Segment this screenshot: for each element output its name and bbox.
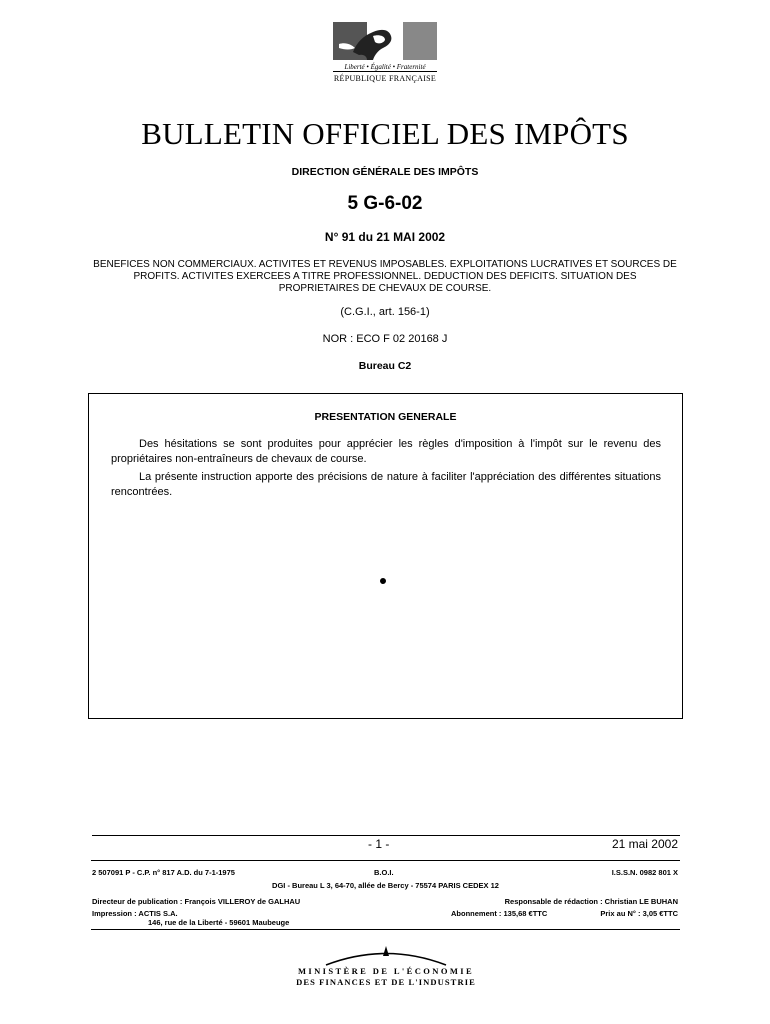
republique-francaise-logo <box>330 20 440 82</box>
colophon-director: Directeur de publication : François VILLEROY de GALHAU <box>92 897 301 906</box>
subject-text: BENEFICES NON COMMERCIAUX. ACTIVITES ET REVENUS IMPOSABLES. EXPLOITATIONS LUCRATIVES ET SOURCES DE PROFITS. ACTIVITES EXERCEES A TITRE PROFESSIONNEL. DEDUCTION DES DEFICITS. SITUATION DES PROPRIETAIRES DE CHEVAUX DE COURSE. <box>93 259 677 294</box>
logo-republic: RÉPUBLIQUE FRANÇAISE <box>333 74 437 83</box>
cgi-reference: (C.G.I., art. 156-1) <box>340 306 430 318</box>
presentation-paragraph: Des hésitations se sont produites pour apprécier les règles d'imposition à l'impôt sur le revenu des propriétaires non-entraîneurs de chevaux de course. <box>111 438 661 465</box>
ministry-line1: MINISTÈRE DE L'ÉCONOMIE <box>297 966 475 976</box>
ministry-line2: DES FINANCES ET DE L'INDUSTRIE <box>296 977 476 987</box>
bullet-dot <box>380 578 386 584</box>
colophon-issn: I.S.S.N. 0982 801 X <box>611 868 678 877</box>
bureau-label: Bureau C2 <box>358 360 412 372</box>
colophon-price: Prix au N° : 3,05 €TTC <box>600 909 678 918</box>
presentation-box <box>88 393 683 719</box>
issue-number: N° 91 du 21 MAI 2002 <box>324 230 446 244</box>
document-code: 5 G-6-02 <box>347 193 423 214</box>
marianne-flag-icon <box>333 22 437 60</box>
colophon-editor: Responsable de rédaction : Christian LE BUHAN <box>504 897 678 906</box>
colophon-address: DGI - Bureau L 3, 64-70, allée de Bercy - 75574 PARIS CEDEX 12 <box>272 881 499 890</box>
footer-rule <box>92 835 680 836</box>
ministry-logo <box>290 944 482 1004</box>
presentation-heading: PRESENTATION GENERALE <box>314 411 457 423</box>
colophon-subscription: Abonnement : 135,68 €TTC <box>451 909 548 918</box>
colophon-printing: Impression : ACTIS S.A. <box>92 909 178 918</box>
colophon-boi: B.O.I. <box>374 868 394 877</box>
page-number: - 1 - <box>368 837 390 851</box>
colophon-cp: 2 507091 P - C.P. n° 817 A.D. du 7-1-1975 <box>92 868 235 877</box>
direction-label: DIRECTION GÉNÉRALE DES IMPÔTS <box>291 166 479 178</box>
ministry-arch-icon <box>290 944 482 966</box>
logo-motto: Liberté • Égalité • Fraternité <box>344 63 426 71</box>
nor-reference: NOR : ECO F 02 20168 J <box>322 333 448 345</box>
logo-divider <box>333 71 437 72</box>
bulletin-title: BULLETIN OFFICIEL DES IMPÔTS <box>141 116 629 151</box>
colophon-printer-address: 146, rue de la Liberté - 59601 Maubeuge <box>148 918 290 927</box>
footer-date: 21 mai 2002 <box>611 837 678 851</box>
colophon <box>91 860 680 930</box>
presentation-paragraph: La présente instruction apporte des précisions de nature à faciliter l'appréciation des différentes situations rencontrées. <box>111 471 661 498</box>
